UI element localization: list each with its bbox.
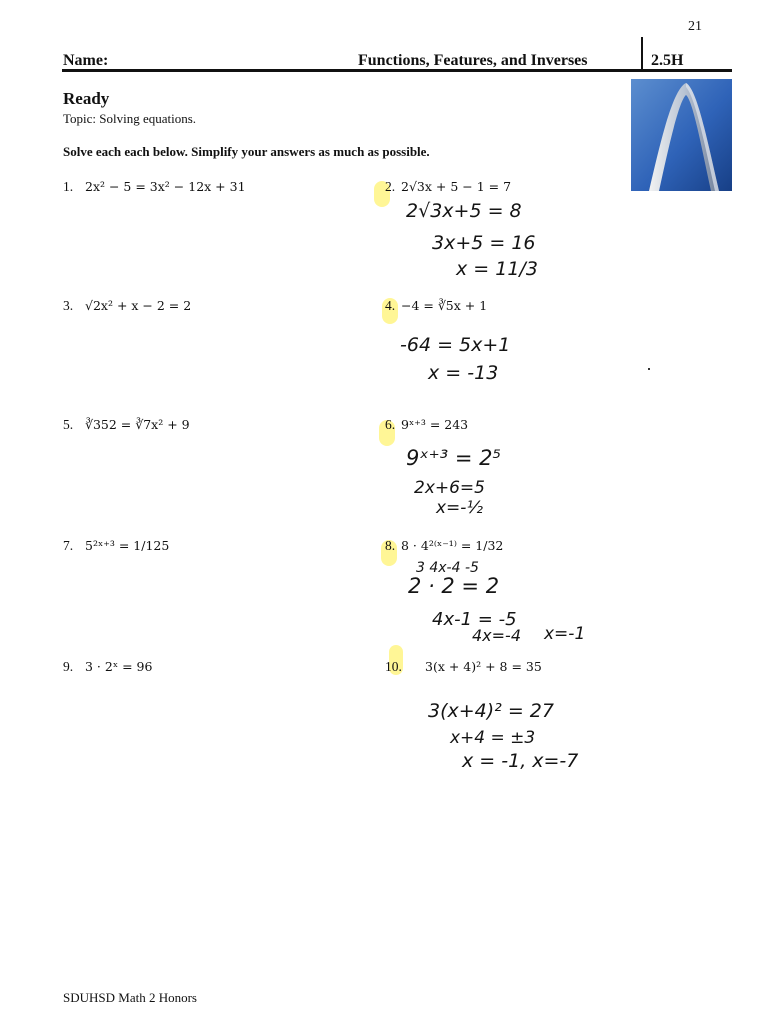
handwritten-step: x=-½	[436, 498, 483, 518]
problem-number: 10.	[385, 659, 402, 674]
problem-number: 5.	[63, 417, 74, 432]
problem-8	[385, 538, 503, 554]
problem-5	[63, 417, 190, 433]
page-number: 21	[688, 19, 702, 34]
section-title: Ready	[63, 89, 110, 108]
name-label: Name:	[63, 52, 109, 69]
problem-9	[63, 659, 152, 675]
problem-7	[63, 538, 169, 554]
problem-4	[385, 298, 487, 314]
handwritten-step: 3x+5 = 16	[432, 232, 536, 254]
section-number: 2.5H	[651, 52, 684, 69]
problem-10	[385, 659, 542, 675]
problem-expression: 8 · 4²⁽ˣ⁻¹⁾ = 1/32	[401, 538, 504, 553]
instructions: Solve each each below. Simplify your answers as much as possible.	[63, 144, 430, 159]
header-rule	[62, 69, 732, 72]
problem-expression: 5²ˣ⁺³ = 1/125	[85, 538, 170, 553]
problem-expression: ∛352 = ∛7x² + 9	[85, 417, 190, 432]
handwritten-step: 2x+6=5	[414, 478, 485, 498]
stray-dot	[648, 368, 650, 370]
problem-1	[63, 179, 246, 195]
handwritten-step: 3 4x-4 -5	[416, 560, 479, 576]
problem-number: 4.	[385, 298, 396, 313]
footer: SDUHSD Math 2 Honors	[63, 990, 197, 1005]
problem-number: 1.	[63, 179, 74, 194]
problem-expression: √2x² + x − 2 = 2	[85, 298, 192, 313]
problem-6	[385, 417, 468, 433]
handwritten-step: 3(x+4)² = 27	[428, 700, 554, 722]
problem-number: 6.	[385, 417, 396, 432]
problem-3	[63, 298, 191, 314]
handwritten-step: x = 11/3	[456, 258, 538, 280]
worksheet-title: Functions, Features, and Inverses	[358, 52, 588, 69]
problem-number: 3.	[63, 298, 74, 313]
problem-number: 2.	[385, 179, 396, 194]
problem-number: 9.	[63, 659, 74, 674]
handwritten-step: 9ˣ⁺³ = 2⁵	[406, 446, 501, 470]
handwritten-step: x+4 = ±3	[450, 728, 536, 748]
handwritten-step: x = -1, x=-7	[462, 750, 579, 772]
problem-expression: 2x² − 5 = 3x² − 12x + 31	[85, 179, 246, 194]
problem-expression: 9ˣ⁺³ = 243	[401, 417, 469, 432]
problem-expression: 2√3x + 5 − 1 = 7	[401, 179, 512, 194]
gateway-arch-photo	[631, 79, 732, 191]
problem-expression: −4 = ∛5x + 1	[401, 298, 488, 313]
header-divider	[641, 37, 643, 71]
handwritten-step: 4x=-4	[472, 626, 522, 645]
handwritten-step: x = -13	[428, 362, 499, 384]
topic-line: Topic: Solving equations.	[63, 111, 197, 126]
problem-number: 7.	[63, 538, 74, 553]
problem-expression: 3(x + 4)² + 8 = 35	[425, 659, 542, 674]
problem-number: 8.	[385, 538, 396, 553]
handwritten-step: 4x-1 = -5	[432, 609, 517, 630]
problem-expression: 3 · 2ˣ = 96	[85, 659, 153, 674]
handwritten-step: 2√3x+5 = 8	[406, 200, 522, 222]
handwritten-step: 2 · 2 = 2	[408, 574, 500, 598]
handwritten-step: -64 = 5x+1	[400, 334, 511, 356]
problem-2	[385, 179, 511, 195]
handwritten-step: x=-1	[544, 624, 586, 644]
